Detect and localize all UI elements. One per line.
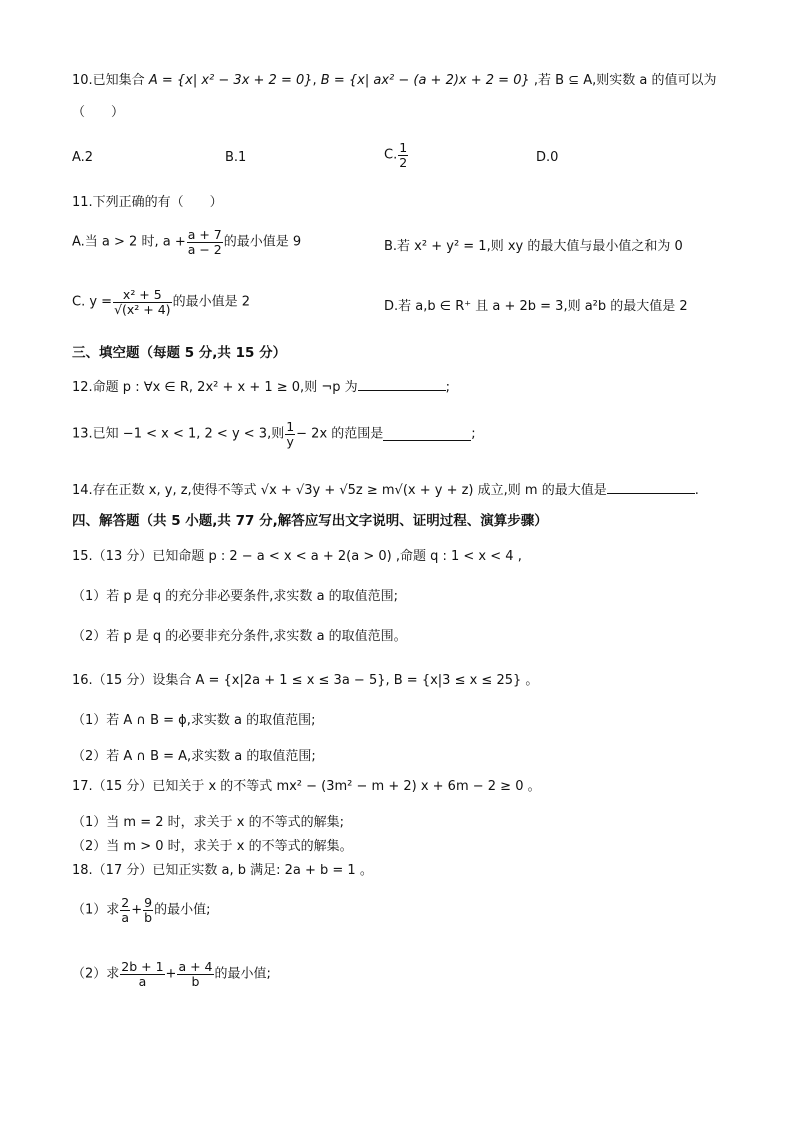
q11-option-d: D.若 a,b ∈ R⁺ 且 a + 2b = 3,则 a²b 的最大值是 2 [384, 299, 688, 314]
q18-part-1-fraction-2: $\frac{9}{b}$ [144, 895, 153, 925]
section-4-heading: 四、解答题（共 5 小题,共 77 分,解答应写出文字说明、证明过程、演算步骤） [72, 513, 548, 529]
q10-stem: 10.已知集合 A = {x| x² − 3x + 2 = 0}, B = {x| ax² − (a + 2)x + 2 = 0} ,若 B ⊆ A,则实数 a 的值可以为 [72, 73, 717, 88]
q10-paren: （ ） [72, 105, 125, 120]
q18-part-2-fraction-2: $\frac{a + 4}{b}$ [178, 959, 213, 989]
q12: 12.命题 p : ∀x ∈ R, 2x² + x + 1 ≥ 0,则 ¬p 为 ; [72, 380, 450, 395]
q14: 14.存在正数 x, y, z,使得不等式 √x + √3y + √5z ≥ m√(x + y + z) 成立,则 m 的最大值是 . [72, 483, 699, 498]
q16-stem: 16.（15 分）设集合 A = {x|2a + 1 ≤ x ≤ 3a − 5}, B = {x|3 ≤ x ≤ 25} 。 [72, 673, 539, 688]
q10-set-a: A = {x| x² − 3x + 2 = 0} [148, 73, 313, 88]
section-3-heading: 三、填空题（每题 5 分,共 15 分） [72, 345, 287, 361]
q13: 13.已知 −1 < x < 1, 2 < y < 3,则 $\frac{1}{y}$ − 2x 的范围是 ; [72, 419, 476, 449]
q10-option-c: C. $\frac{1}{2}$ [384, 140, 408, 170]
q11-option-c: C. y = $\frac{\text{x² + 5}}{\text{√(x² + 4)}}$ 的最小值是 2 [72, 287, 250, 317]
q16-part-2: （2）若 A ∩ B = A,求实数 a 的取值范围; [72, 749, 316, 764]
q15-stem: 15.（13 分）已知命题 p : 2 − a < x < a + 2(a > 0) ,命题 q : 1 < x < 4 , [72, 549, 522, 564]
q11-stem: 11.下列正确的有（ ） [72, 195, 223, 210]
q15-part-2: （2）若 p 是 q 的必要非充分条件,求实数 a 的取值范围。 [72, 629, 407, 644]
q17-stem: 17.（15 分）已知关于 x 的不等式 mx² − (3m² − m + 2) x + 6m − 2 ≥ 0 。 [72, 779, 541, 794]
q14-answer-blank [607, 481, 695, 494]
q18-part-2-fraction-1: $\frac{2b + 1}{a}$ [121, 959, 164, 989]
q10-option-c-fraction: $\frac{1}{2}$ [399, 140, 408, 170]
q11-option-c-fraction: $\frac{\text{x² + 5}}{\text{√(x² + 4)}}$ [114, 287, 171, 317]
q10-option-b: B.1 [225, 150, 247, 165]
q18-part-2: （2）求 $\frac{2b + 1}{a}$ + $\frac{a + 4}{b}$ 的最小值; [72, 959, 271, 989]
q11-option-a-fraction: $\frac{a + 7}{a - 2}$ [187, 227, 222, 257]
q15-part-1: （1）若 p 是 q 的充分非必要条件,求实数 a 的取值范围; [72, 589, 399, 604]
q10-option-a: A.2 [72, 150, 94, 165]
q17-part-2: （2）当 m > 0 时，求关于 x 的不等式的解集。 [72, 839, 353, 854]
q18-part-1: （1）求 $\frac{2}{a}$ + $\frac{9}{b}$ 的最小值; [72, 895, 211, 925]
q11-option-a: A.当 a > 2 时, a + $\frac{a + 7}{a - 2}$ 的最小值是 9 [72, 227, 302, 257]
q13-answer-blank [383, 428, 471, 441]
q11-option-b: B.若 x² + y² = 1,则 xy 的最大值与最小值之和为 0 [384, 239, 683, 254]
q13-fraction: $\frac{1}{y}$ [286, 419, 295, 449]
q17-part-1: （1）当 m = 2 时，求关于 x 的不等式的解集; [72, 815, 344, 830]
q10-set-b: B = {x| ax² − (a + 2)x + 2 = 0} [320, 73, 530, 88]
q12-answer-blank [358, 378, 446, 391]
q18-stem: 18.（17 分）已知正实数 a, b 满足: 2a + b = 1 。 [72, 863, 373, 878]
q10-option-d: D.0 [536, 150, 559, 165]
q18-part-1-fraction-1: $\frac{2}{a}$ [121, 895, 130, 925]
q16-part-1: （1）若 A ∩ B = ϕ,求实数 a 的取值范围; [72, 713, 316, 728]
